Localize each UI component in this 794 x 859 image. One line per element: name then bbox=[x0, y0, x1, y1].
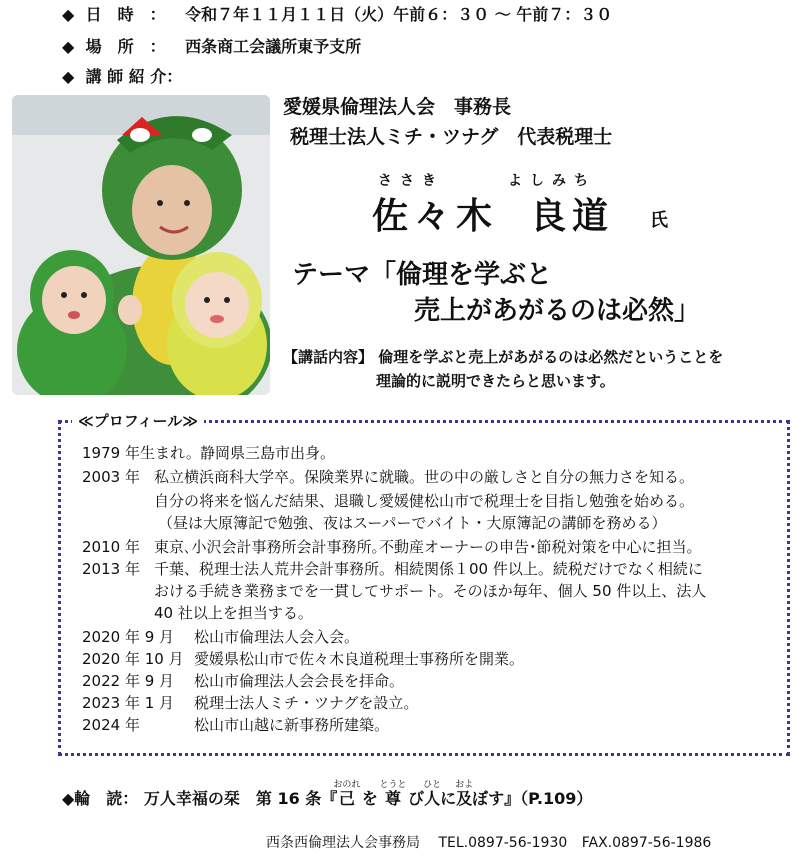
theme-line-2: 売上があがるのは必然」 bbox=[414, 296, 701, 326]
honorific: 氏 bbox=[650, 210, 668, 231]
speaker-title: 税理士法人ミチ・ツナグ 代表税理士 bbox=[290, 126, 613, 148]
profile-row bbox=[82, 649, 772, 669]
profile-row: 1979 年生まれ。静岡県三島市出身。 bbox=[82, 444, 336, 462]
profile-text: 松山市山越に新事務所建築。 bbox=[194, 716, 390, 734]
profile-row bbox=[82, 537, 772, 557]
profile-year: 2010 年 bbox=[82, 538, 140, 556]
kanji-2: 尊 bbox=[379, 789, 407, 808]
profile-text: 40 社以上を担当する。 bbox=[154, 604, 313, 622]
profile-row bbox=[82, 467, 772, 487]
profile-year: 2023 年 1 月 bbox=[82, 694, 175, 712]
diamond-icon: ◆ bbox=[62, 67, 75, 86]
ruby-3: ひと bbox=[423, 780, 442, 790]
lecture-row-1 bbox=[283, 346, 723, 367]
date-value: 令和７年１１月１１日（火）午前６：３０ ～ 午前７：３０ bbox=[185, 5, 613, 24]
kanji-3: 人 bbox=[423, 789, 442, 808]
ruby-2: とうと bbox=[379, 780, 407, 790]
profile-text: 私立横浜商科大学卒。保険業界に就職。世の中の厳しさと自分の無力さを知る。 bbox=[154, 468, 695, 486]
profile-text: おける手続き業務までを一貫してサポート。そのほか毎年、個人 50 件以上、法人 bbox=[154, 582, 707, 600]
reading-kanji-2 bbox=[379, 780, 407, 808]
speaker-org: 愛媛県倫理法人会 事務長 bbox=[283, 96, 512, 118]
profile-text: 自分の将来を悩んだ結果、退職し愛媛健松山市で税理士を目指し勉強を始める。 bbox=[154, 492, 695, 510]
lecture-text-2: 理論的に説明できたらと思います。 bbox=[376, 372, 615, 390]
profile-year: 2003 年 bbox=[82, 468, 140, 486]
date-label: 日 時 ： bbox=[85, 5, 166, 24]
profile-year: 2013 年 bbox=[82, 560, 140, 578]
lecture-label: 【講話内容】 bbox=[283, 348, 374, 366]
reading-mid-3: に bbox=[440, 789, 457, 808]
reading-book: 万人幸福の栞 第 16 条『 bbox=[143, 789, 338, 808]
ruby-4: およ bbox=[455, 780, 474, 790]
diamond-icon: ◆ bbox=[62, 37, 75, 56]
diamond-icon: ◆ bbox=[62, 5, 75, 24]
date-row bbox=[62, 2, 612, 25]
profile-year: 2020 年 9 月 bbox=[82, 628, 175, 646]
lecture-text-1: 倫理を学ぶと売上があがるのは必然だということを bbox=[378, 348, 724, 366]
profile-year: 2022 年 9 月 bbox=[82, 672, 175, 690]
reading-mid-2: び bbox=[402, 789, 425, 808]
family-photo-illustration bbox=[12, 95, 270, 395]
profile-text: （昼は大原簿記で勉強、夜はスーパーでバイト・大原簿記の講師を務める） bbox=[158, 514, 667, 532]
profile-year: 2020 年 10 月 bbox=[82, 650, 184, 668]
profile-row bbox=[82, 693, 772, 713]
profile-row bbox=[82, 559, 772, 579]
profile-year: 2024 年 bbox=[82, 716, 140, 734]
profile-row bbox=[82, 603, 772, 623]
profile-text: 松山市倫理法人会会長を拝命。 bbox=[194, 672, 405, 690]
name-ruby-given: よしみち bbox=[508, 173, 596, 189]
profile-list bbox=[82, 443, 772, 735]
contact-row bbox=[266, 832, 711, 852]
reading-kanji-3 bbox=[423, 780, 442, 808]
profile-title: ≪プロフィール≫ bbox=[72, 410, 204, 431]
place-label: 場 所 ： bbox=[85, 37, 166, 56]
profile-text: 千葉、税理士法人荒井会計事務所。相続関係１00 件以上。続税だけでなく相続に bbox=[154, 560, 703, 578]
ruby-1: おのれ bbox=[333, 780, 361, 790]
profile-row bbox=[82, 627, 772, 647]
name-ruby-family: ささき bbox=[378, 173, 444, 189]
theme-line-1: テーマ「倫理を学ぶと bbox=[292, 260, 553, 290]
place-value: 西条商工会議所東予支所 bbox=[185, 37, 362, 56]
speaker-name-given: 良道 bbox=[530, 196, 615, 237]
reading-mid-1: を bbox=[356, 789, 384, 808]
kanji-1: 己 bbox=[333, 789, 361, 808]
speaker-photo bbox=[12, 95, 270, 395]
profile-text: 愛媛県松山市で佐々木良道税理士事務所を開業。 bbox=[194, 650, 525, 668]
contact-tel: TEL.0897-56-1930 bbox=[438, 835, 568, 851]
contact-fax: FAX.0897-56-1986 bbox=[581, 835, 712, 851]
reading-kanji-1 bbox=[333, 780, 361, 808]
reading-label: ◆輪 読： bbox=[62, 789, 139, 808]
profile-text: 松山市倫理法人会入会。 bbox=[194, 628, 360, 646]
profile-text: 静岡県三島市出身。 bbox=[200, 444, 336, 462]
profile-text: 税理士法人ミチ・ツナグを設立。 bbox=[194, 694, 419, 712]
profile-row bbox=[82, 715, 772, 735]
profile-row bbox=[82, 671, 772, 691]
profile-row bbox=[82, 491, 772, 511]
reading-row bbox=[62, 780, 592, 814]
profile-text: 東京､小沢会計事務所会計事務所｡不動産オーナーの申告･節税対策を中心に担当｡ bbox=[154, 538, 695, 556]
speaker-row bbox=[62, 64, 182, 87]
reading-kanji-4 bbox=[455, 780, 474, 808]
kanji-4: 及 bbox=[455, 789, 474, 808]
profile-row bbox=[82, 513, 772, 533]
speaker-name-family: 佐々木 bbox=[372, 196, 499, 237]
contact-office: 西条西倫理法人会事務局 bbox=[266, 835, 420, 851]
place-row bbox=[62, 34, 361, 57]
reading-end: ぼす』（P.109） bbox=[472, 789, 593, 808]
profile-row bbox=[82, 581, 772, 601]
speaker-label: 講 師 紹 介： bbox=[85, 67, 183, 86]
